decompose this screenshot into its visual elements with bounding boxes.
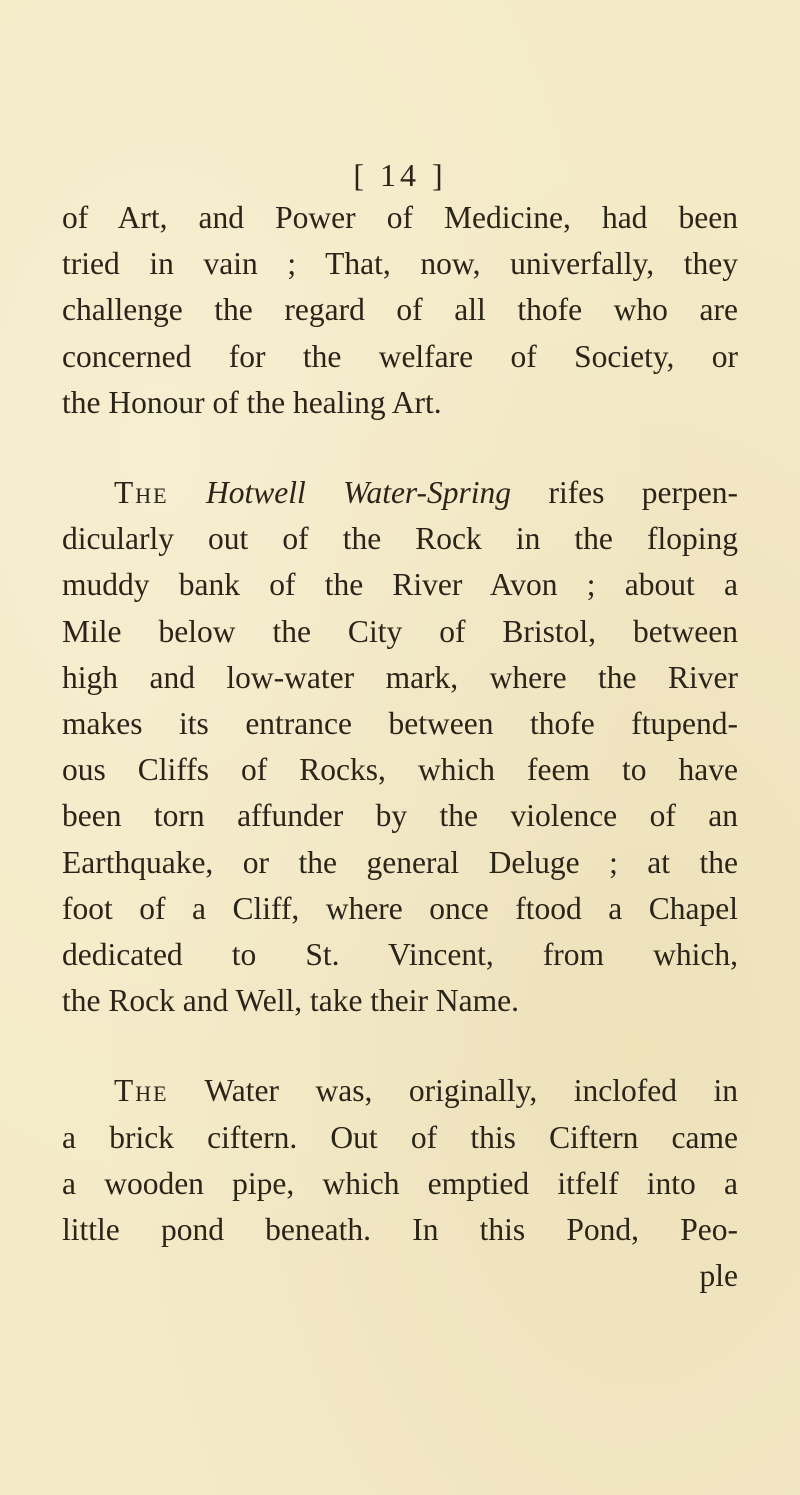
text-line: little pond beneath. In this Pond, Peo- — [62, 1212, 738, 1248]
page-number: [ 14 ] — [353, 157, 447, 193]
text-line: the Rock and Well, take their Name. — [62, 983, 519, 1019]
paragraph-1 — [62, 195, 738, 426]
text-line: challenge the regard of all thofe who are — [62, 292, 738, 328]
text-line: of Art, and Power of Medicine, had been — [62, 200, 738, 235]
spring-name: Hotwell Water-Spring — [205, 475, 512, 511]
paragraph-opening-word: The — [114, 475, 169, 511]
text-line: the Honour of the healing Art. — [62, 384, 442, 420]
text-line: a brick ciftern. Out of this Ciftern came — [62, 1119, 738, 1155]
text-line: been torn affunder by the violence of an — [62, 798, 738, 834]
text-line: dedicated to St. Vincent, from which, — [62, 937, 738, 973]
line-remainder: rifes perpen- — [548, 475, 738, 511]
text-line: a wooden pipe, which emptied itfelf into a — [62, 1165, 738, 1201]
text-line: Mile below the City of Bristol, between — [62, 613, 738, 649]
text-line: concerned for the welfare of Society, or — [62, 338, 738, 374]
text-line: tried in vain ; That, now, univerfally, they — [62, 246, 738, 282]
paragraph-opening-word: The — [114, 1073, 169, 1109]
line-remainder: Water was, originally, inclofed in — [204, 1073, 738, 1109]
text-line: dicularly out of the Rock in the floping — [62, 521, 738, 557]
text-line — [62, 1068, 738, 1114]
text-line: foot of a Cliff, where once ftood a Chapel — [62, 890, 738, 926]
text-line: high and low-water mark, where the River — [62, 659, 738, 695]
text-line: makes its entrance between thofe ftupend- — [62, 706, 738, 742]
paragraph-3 — [62, 1068, 738, 1299]
body-text — [62, 195, 738, 1299]
text-line — [62, 470, 738, 516]
text-line: Earthquake, or the general Deluge ; at the — [62, 844, 738, 880]
catchword: ple — [699, 1258, 738, 1294]
paragraph-2 — [62, 470, 738, 1024]
text-line: muddy bank of the River Avon ; about a — [62, 567, 738, 603]
text-line: ous Cliffs of Rocks, which feem to have — [62, 752, 738, 788]
